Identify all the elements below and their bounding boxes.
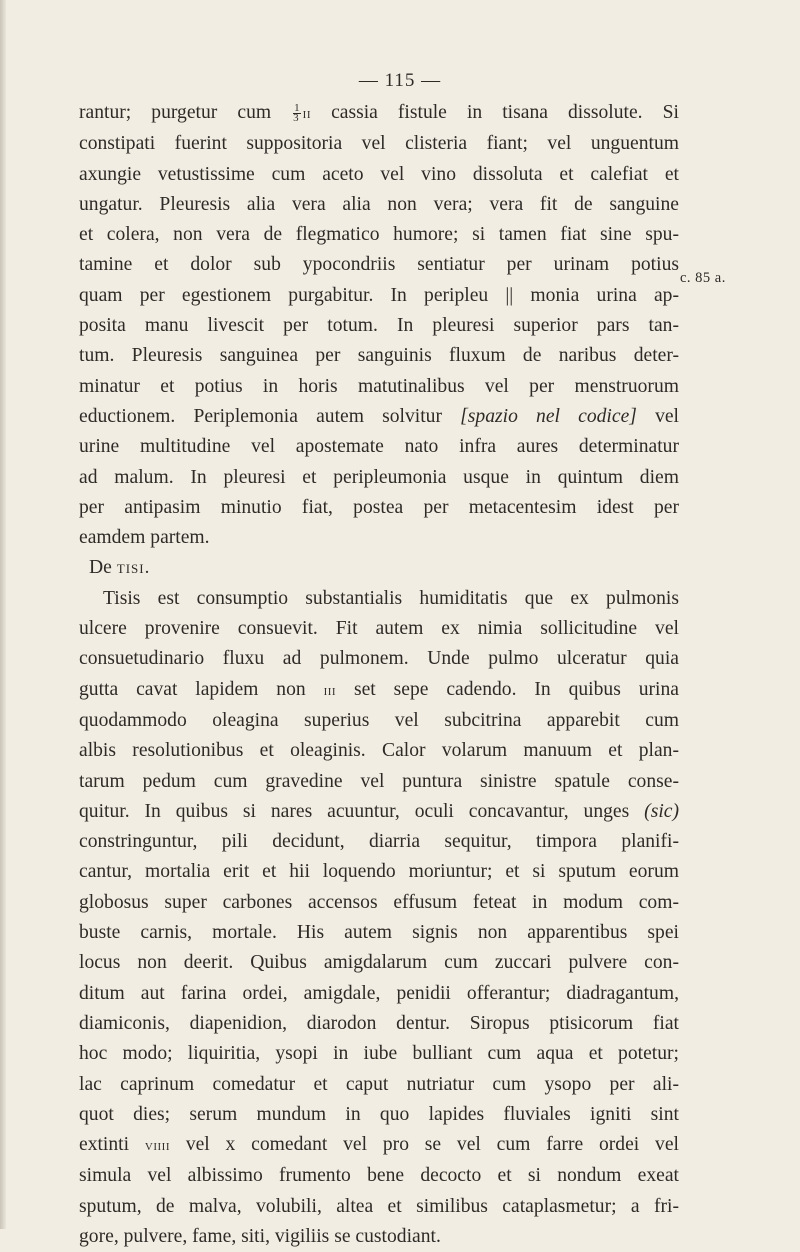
text-line: diamiconis, diapenidion, diarodon dentur. Siropus ptisicorum fiat [79,1012,679,1034]
text-line: et colera, non vera de flegmatico humore; si tamen fiat sine spu- [79,224,679,246]
text-line: eductionem. Periplemonia autem solvitur [spazio nel codice] vel [79,405,679,427]
text-line: lac caprinum comedatur et caput nutriatur cum ysopo per ali- [79,1073,679,1095]
text-line: cantur, mortalia erit et hii loquendo moriuntur; et si sputum eorum [79,861,679,883]
text-line: ad malum. In pleuresi et peripleumonia usque in quintum diem [79,466,679,488]
text-line: simula vel albissimo frumento bene decocto et si nondum exeat [79,1165,679,1187]
section-heading: De tisi. [89,557,151,579]
text-line: extinti viiii vel x comedant vel pro se vel cum farre ordei vel [79,1134,679,1156]
text-line: locus non deerit. Quibus amigdalarum cum zuccari pulvere con- [79,952,679,974]
text-line: posita manu livescit per totum. In pleuresi superior pars tan- [79,315,679,337]
text-line: ditum aut farina ordei, amigdale, penidii offerantur; diadragantum, [79,982,679,1004]
text-line: tum. Pleuresis sanguinea per sanguinis fluxum de naribus deter- [79,345,679,367]
text-line: consuetudinario fluxu ad pulmonem. Unde pulmo ulceratur quia [79,648,679,670]
text-line: per antipasim minutio fiat, postea per metacentesim idest per [79,496,679,518]
page-number: — 115 — [358,70,442,91]
text-line: quam per egestionem purgabitur. In peripleu || monia urina ap- [79,284,679,306]
text-line: tarum pedum cum gravedine vel puntura sinistre spatule conse- [79,770,679,792]
text-line: hoc modo; liquiritia, ysopi in iube bulliant cum aqua et potetur; [79,1043,679,1065]
text-line: minatur et potius in horis matutinalibus vel per menstruorum [79,375,679,397]
text-line: tamine et dolor sub ypocondriis sentiatur per urinam potius [79,254,679,276]
text-line: quot dies; serum mundum in quo lapides fluviales igniti sint [79,1103,679,1125]
text-line: globosus super carbones accensos effusum feteat in modum com- [79,891,679,913]
editorial-note: (sic) [644,800,679,822]
text-line: albis resolutionibus et oleaginis. Calor volarum manuum et plan- [79,740,679,762]
text-line: quitur. In quibus si nares acuuntur, oculi concavantur, unges (sic) [79,800,679,822]
text-line: buste carnis, mortale. His autem signis non apparentibus spei [79,922,679,944]
text-line: eamdem partem. [79,527,210,549]
body-text [79,98,679,1252]
text-line: ulcere provenire consuevit. Fit autem ex nimia sollicitudine vel [79,618,679,640]
text-line: gore, pulvere, fame, siti, vigiliis se custodiant. [79,1225,441,1247]
text-line: urine multitudine vel apostemate nato infra aures determinatur [79,436,679,458]
text-line: rantur; purgetur cum $\frac{1}{3}$ ii cassia fistule in tisana dissolute. Si [79,102,679,124]
text-line: axungie vetustissime cum aceto vel vino dissoluta et calefiat et [79,163,679,185]
text-line: quodammodo oleagina superius vel subcitrina apparebit cum [79,709,679,731]
text-line: constringuntur, pili decidunt, diarria sequitur, timpora planifi- [79,831,679,853]
text-line: Tisis est consumptio substantialis humiditatis que ex pulmonis [103,587,679,609]
editorial-note: [spazio nel codice] [460,405,637,427]
text-line: ungatur. Pleuresis alia vera alia non vera; vera fit de sanguine [79,193,679,215]
fraction-symbol: $\frac{1}{3}$ [293,102,300,124]
text-line: sputum, de malva, volubili, altea et similibus cataplasmetur; a fri- [79,1195,679,1217]
text-line: constipati fuerint suppositoria vel clisteria fiant; vel unguentum [79,133,679,155]
text-line: gutta cavat lapidem non iii set sepe cadendo. In quibus urina [79,678,679,700]
page-edge [0,0,6,1229]
margin-reference: c. 85 a. [680,270,726,286]
